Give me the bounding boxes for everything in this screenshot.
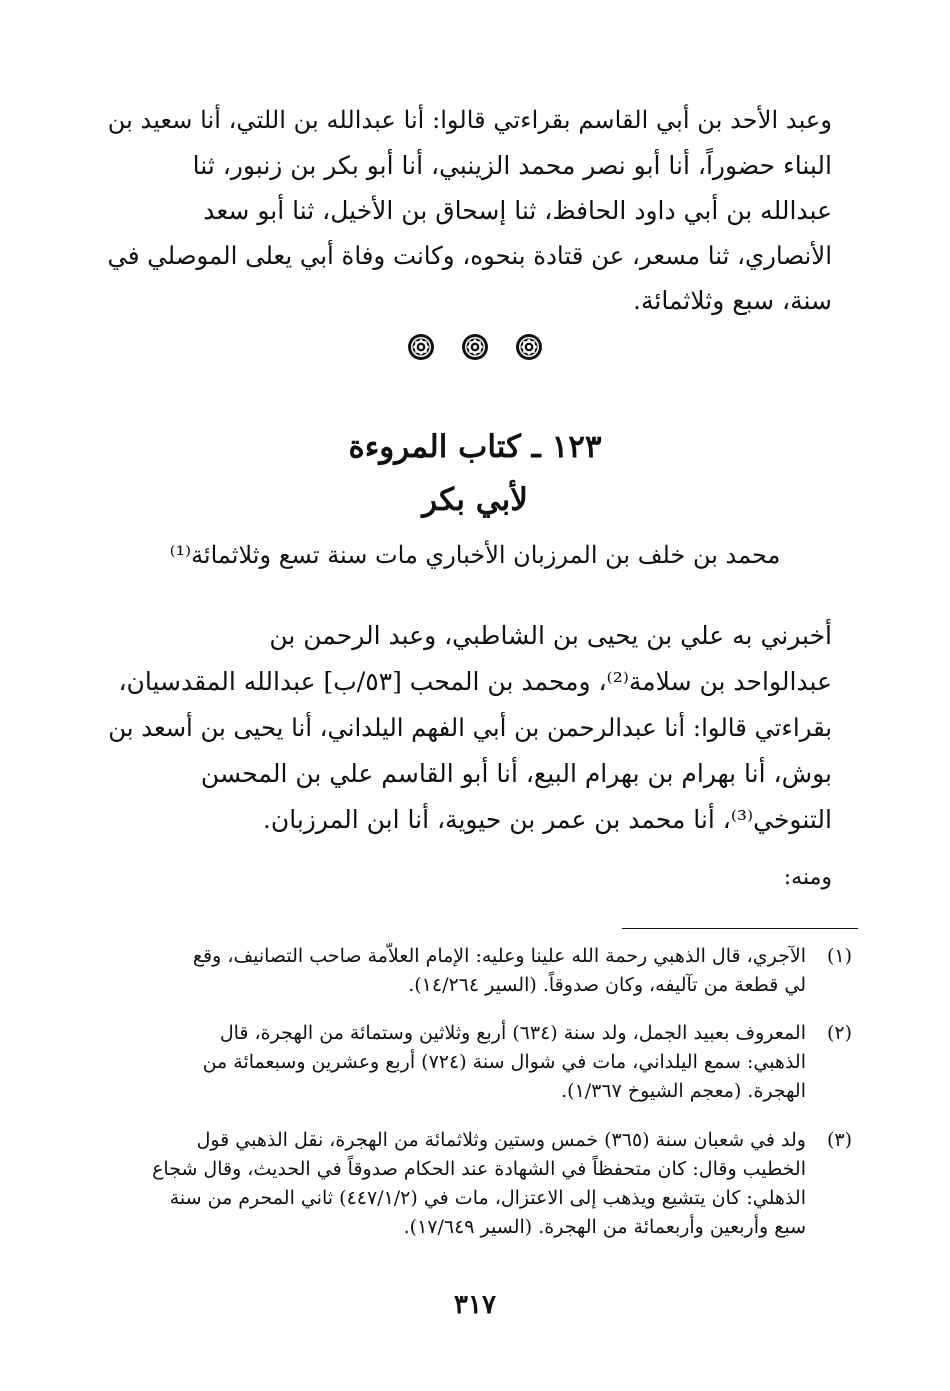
- footnote-line: الذهلي: كان يتشيع ويذهب إلى الاعتزال، مات في (٤٤٧/١/٢) ثاني المحرم من سنة: [169, 1187, 806, 1209]
- footnote-number: (٢): [826, 1022, 852, 1044]
- section-lead: ومنه:: [783, 865, 832, 890]
- text-line: الأنصاري، ثنا مسعر، عن قتادة بنحوه، وكانت وفاة أبي يعلى الموصلي في: [107, 241, 832, 270]
- footnote-line: ولد في شعبان سنة (٣٦٥) خمس وستين وثلاثمائة من الهجرة، نقل الذهبي قول: [196, 1129, 806, 1151]
- section-divider: [0, 333, 950, 361]
- footnote: [100, 1019, 852, 1106]
- isnad-paragraph: [100, 613, 832, 843]
- text-line: أخبرني به علي بن يحيى بن الشاطبي، وعبد الرحمن بن: [269, 621, 832, 650]
- footnote-line: سبع وأربعين وأربعمائة من الهجرة. (السير ١٧/٦٤٩).: [403, 1216, 806, 1238]
- text-line: وعبد الأحد بن أبي القاسم بقراءتي قالوا: أنا عبدالله بن اللتي، أنا سعيد بن: [107, 106, 832, 134]
- text-line: عبدالله بن أبي داود الحافظ، ثنا إسحاق بن الأخيل، ثنا أبو سعد: [203, 196, 832, 225]
- text-line: بوش، أنا بهرام بن بهرام البيع، أنا أبو القاسم علي بن المحسن: [200, 759, 832, 788]
- footnote-line: الهجرة. (معجم الشيوخ ١/٣٦٧).: [561, 1080, 806, 1102]
- text-line: التنوخي⁽³⁾، أنا محمد بن عمر بن حيوية، أنا ابن المرزبان.: [262, 805, 832, 834]
- footnote-separator: [622, 928, 858, 929]
- author-line: محمد بن خلف بن المرزبان الأخباري مات سنة تسع وثلاثمائة⁽¹⁾: [169, 541, 781, 569]
- text-line: سنة، سبع وثلاثمائة.: [633, 286, 832, 315]
- footnote-line: الذهبي: سمع اليلداني، مات في شوال سنة (٧٢٤) أربع وعشرين وسبعمائة من: [202, 1051, 806, 1073]
- ornament-icon: [461, 333, 489, 361]
- ornament-icon: [407, 333, 435, 361]
- book-subtitle: لأبي بكر: [422, 482, 528, 518]
- footnote-line: الآجري، قال الذهبي رحمة الله علينا وعليه: الإمام العلاّمة صاحب التصانيف، وقع: [192, 945, 806, 967]
- footnote-line: لي قطعة من تآليفه، وكان صدوقاً. (السير ١٤/٢٦٤).: [408, 974, 806, 996]
- intro-paragraph: [100, 98, 832, 323]
- ornament-icon: [515, 333, 543, 361]
- footnote-line: المعروف بعبيد الجمل، ولد سنة (٦٣٤) أربع وثلاثين وستمائة من الهجرة، قال: [219, 1022, 806, 1044]
- text-line: البناء حضوراً، أنا أبو نصر محمد الزينبي، أنا أبو بكر بن زنبور، ثنا: [192, 151, 832, 180]
- footnote: [100, 942, 852, 1000]
- page-number: ٣١٧: [454, 1290, 496, 1320]
- text-line: بقراءتي قالوا: أنا عبدالرحمن بن أبي الفهم اليلداني، أنا يحيى بن أسعد بن: [108, 713, 832, 742]
- book-title: ١٢٣ ـ كتاب المروءة: [348, 429, 602, 465]
- footnote-line: الخطيب وقال: كان متحفظاً في الشهادة عند الحكام صدوقاً في الحديث، وقال شجاع: [152, 1158, 806, 1180]
- footnote-number: (١): [826, 945, 852, 967]
- footnote-number: (٣): [826, 1129, 852, 1151]
- footnote: [100, 1126, 852, 1242]
- text-line: عبدالواحد بن سلامة⁽²⁾، ومحمد بن المحب [٥٣/ب] عبدالله المقدسيان،: [118, 667, 832, 696]
